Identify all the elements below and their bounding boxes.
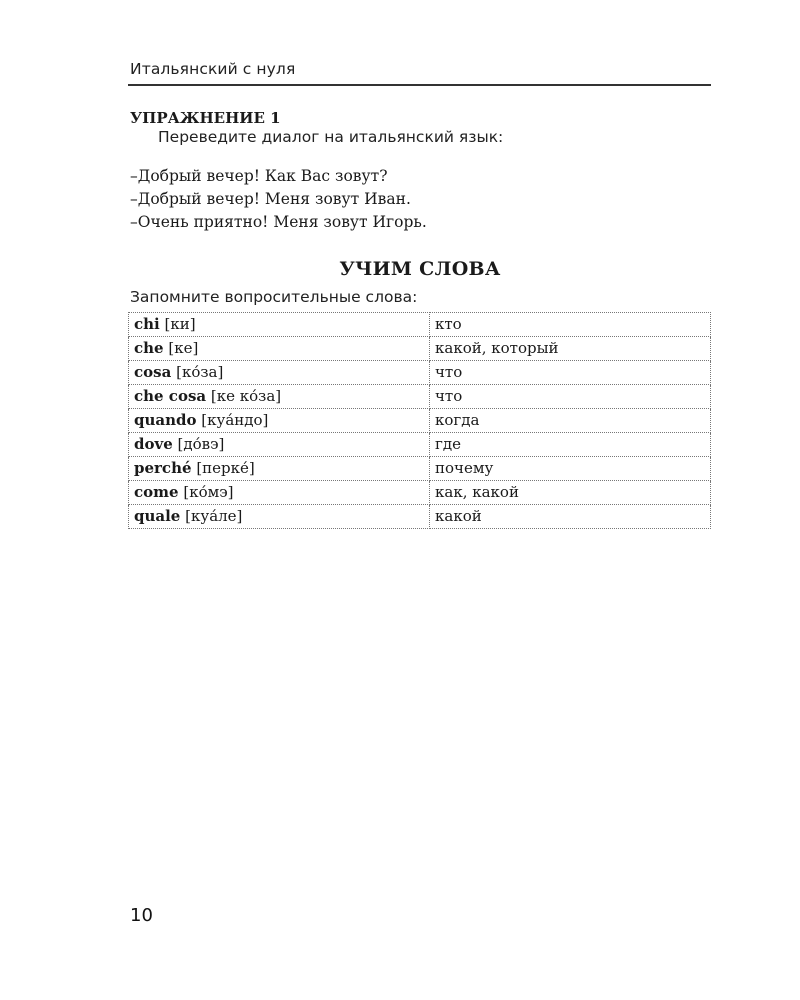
italian-cell xyxy=(129,409,430,433)
section-intro: Запомните вопросительные слова: xyxy=(130,288,418,306)
pronunciation: [перке́] xyxy=(196,459,255,477)
table-row xyxy=(129,433,711,457)
italian-cell xyxy=(129,505,430,529)
italian-word: perché xyxy=(134,459,192,477)
header-rule xyxy=(128,84,711,86)
table-row xyxy=(129,457,711,481)
italian-word: quando xyxy=(134,411,197,429)
table-row xyxy=(129,337,711,361)
italian-word: dove xyxy=(134,435,173,453)
translation-cell: когда xyxy=(430,409,711,433)
italian-word: quale xyxy=(134,507,181,525)
translation-cell: что xyxy=(430,385,711,409)
table-row xyxy=(129,313,711,337)
italian-word: come xyxy=(134,483,179,501)
table-row xyxy=(129,409,711,433)
italian-cell xyxy=(129,385,430,409)
italian-cell xyxy=(129,337,430,361)
italian-word: che cosa xyxy=(134,387,207,405)
italian-word: chi xyxy=(134,315,160,333)
italian-cell xyxy=(129,361,430,385)
translation-cell: что xyxy=(430,361,711,385)
section-title: УЧИМ СЛОВА xyxy=(339,258,501,280)
table-row xyxy=(129,361,711,385)
pronunciation: [до́вэ] xyxy=(177,435,225,453)
translation-cell: почему xyxy=(430,457,711,481)
translation-cell: где xyxy=(430,433,711,457)
translation-cell: какой xyxy=(430,505,711,529)
translation-cell: кто xyxy=(430,313,711,337)
dialog-line: –Добрый вечер! Как Вас зовут? xyxy=(130,167,388,185)
page-number: 10 xyxy=(130,905,153,926)
italian-word: cosa xyxy=(134,363,172,381)
pronunciation: [ке] xyxy=(168,339,199,357)
exercise-title: УПРАЖНЕНИЕ 1 xyxy=(130,109,281,127)
pronunciation: [ко́за] xyxy=(176,363,224,381)
pronunciation: [куа́ле] xyxy=(185,507,243,525)
dialog-list xyxy=(130,165,427,234)
italian-cell xyxy=(129,481,430,505)
pronunciation: [ке ко́за] xyxy=(210,387,282,405)
italian-cell xyxy=(129,457,430,481)
dialog-line: –Очень приятно! Меня зовут Игорь. xyxy=(130,213,427,231)
vocabulary-table xyxy=(128,312,711,529)
dialog-line: –Добрый вечер! Меня зовут Иван. xyxy=(130,190,411,208)
pronunciation: [ки] xyxy=(164,315,196,333)
translation-cell: какой, который xyxy=(430,337,711,361)
exercise-instruction: Переведите диалог на итальянский язык: xyxy=(158,128,504,146)
italian-cell xyxy=(129,313,430,337)
table-row xyxy=(129,505,711,529)
italian-word: che xyxy=(134,339,164,357)
translation-cell: как, какой xyxy=(430,481,711,505)
italian-cell xyxy=(129,433,430,457)
table-row xyxy=(129,385,711,409)
table-row xyxy=(129,481,711,505)
pronunciation: [куа́ндо] xyxy=(201,411,269,429)
running-head: Итальянский с нуля xyxy=(130,60,296,78)
pronunciation: [ко́мэ] xyxy=(183,483,234,501)
